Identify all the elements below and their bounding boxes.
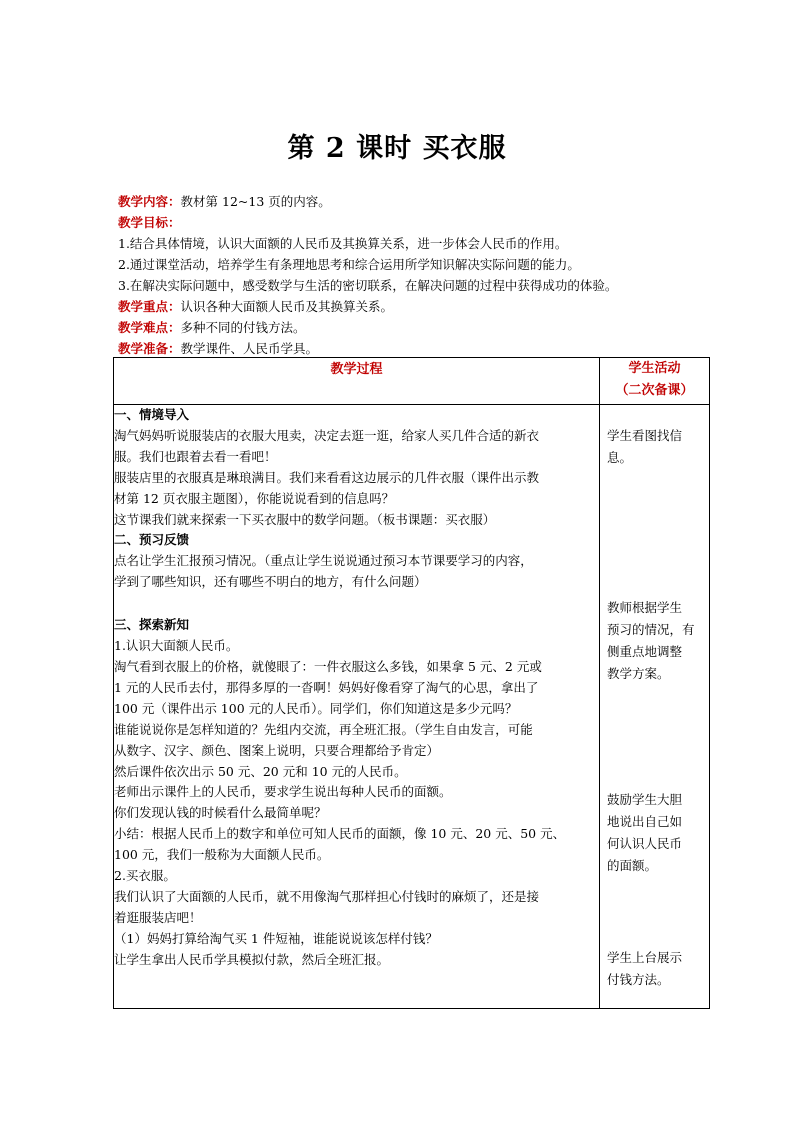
- goal-label: 教学目标：: [118, 215, 181, 230]
- process-line: （1）妈妈打算给淘气买 1 件短袖，谁能说说该怎样付钱？: [114, 930, 438, 946]
- content-label: 教学内容：: [118, 194, 181, 209]
- process-line: 老师出示课件上的人民币，要求学生说出每种人民币的面额。: [114, 784, 452, 800]
- activity-line: 侧重点地调整: [607, 644, 683, 659]
- process-line: 100 元（课件出示 100 元的人民币）。同学们，你们知道这是多少元吗？: [114, 700, 518, 716]
- process-line: 我们认识了大面额的人民币，就不用像淘气那样担心付钱时的麻烦了，还是接: [114, 888, 540, 904]
- process-line: 点名让学生汇报预习情况。（重点让学生说说通过预习本节课要学习的内容，: [114, 553, 533, 569]
- difficult-text: 多种不同的付钱方法。: [180, 320, 306, 335]
- header-process: 教学过程: [114, 358, 600, 405]
- page-title: 第 2 课时 买衣服: [287, 133, 507, 164]
- header-activity-line-1: 学生活动: [628, 361, 681, 376]
- goal-item: 3.在解决实际问题中，感受数学与生活的密切联系，在解决问题的过程中获得成功的体验。: [118, 278, 618, 293]
- process-line: 1 元的人民币去付，那得多厚的一沓啊！妈妈好像看穿了淘气的心思，拿出了: [114, 679, 539, 695]
- process-line: 让学生拿出人民币学具模拟付款，然后全班汇报。: [114, 951, 390, 967]
- prep-label: 教学准备：: [118, 341, 181, 356]
- activity-line: 教师根据学生: [607, 600, 683, 615]
- difficult-row: [118, 317, 718, 338]
- goal-label-row: [118, 212, 718, 233]
- content-row: [118, 191, 718, 212]
- process-line: 然后课件依次出示 50 元、20 元和 10 元的人民币。: [114, 763, 407, 779]
- content-text: 教材第 12~13 页的内容。: [180, 194, 331, 209]
- header-activity: [600, 358, 710, 405]
- activity-note-1: [607, 425, 703, 469]
- activity-note-3: [607, 789, 703, 877]
- lesson-info: [118, 191, 718, 359]
- activity-line: 学生看图找信: [607, 428, 683, 443]
- activity-note-4: [607, 947, 703, 991]
- process-line: 从数字、汉字、颜色、图案上说明，只要合理都给予肯定）: [114, 742, 440, 758]
- activity-line: 的面额。: [607, 858, 658, 873]
- process-line: 着逛服装店吧！: [114, 909, 202, 925]
- process-line: 100 元，我们一般称为大面额人民币。: [114, 847, 330, 863]
- key-label: 教学重点：: [118, 299, 181, 314]
- activity-line: 息。: [607, 450, 633, 465]
- difficult-label: 教学难点：: [118, 320, 181, 335]
- activity-line: 鼓励学生大胆: [607, 792, 683, 807]
- activity-line: 教学方案。: [607, 666, 670, 681]
- activity-line: 何认识人民币: [607, 836, 683, 851]
- process-line: 谁能说说你是怎样知道的？先组内交流，再全班汇报。（学生自由发言，可能: [114, 721, 533, 737]
- process-line: 这节课我们就来探索一下买衣服中的数学问题。（板书课题：买衣服）: [114, 511, 496, 527]
- process-line: 服装店里的衣服真是琳琅满目。我们来看看这边展示的几件衣服（课件出示教: [114, 469, 540, 485]
- table-body-row: [114, 405, 710, 1009]
- header-activity-line-2: （二次备课）: [615, 383, 694, 398]
- prep-row: [118, 338, 718, 359]
- key-text: 认识各种大面额人民币及其换算关系。: [180, 299, 394, 314]
- spacer: [114, 593, 599, 615]
- process-line: 淘气看到衣服上的价格，就傻眼了：一件衣服这么多钱，如果拿 5 元、2 元或: [114, 658, 542, 674]
- process-cell: [114, 405, 600, 1009]
- prep-text: 教学课件、人民币学具。: [180, 341, 319, 356]
- process-line: 1.认识大面额人民币。: [114, 638, 239, 654]
- key-row: [118, 296, 718, 317]
- section-title: 二、预习反馈: [114, 532, 190, 548]
- process-line: 你们发现认钱的时候看什么最简单呢？: [114, 805, 327, 821]
- table-header-row: [114, 358, 710, 405]
- activity-cell: [600, 405, 710, 1009]
- goal-item: 2.通过课堂活动，培养学生有条理地思考和综合运用所学知识解决实际问题的能力。: [118, 257, 580, 272]
- process-line: 材第 12 页衣服主题图），你能说说看到的信息吗？: [114, 490, 395, 506]
- process-line: 学到了哪些知识，还有哪些不明白的地方，有什么问题）: [114, 574, 427, 590]
- lesson-table: [113, 357, 710, 1009]
- process-line: 淘气妈妈听说服装店的衣服大甩卖，决定去逛一逛，给家人买几件合适的新衣: [114, 427, 540, 443]
- section-title: 一、情境导入: [114, 407, 190, 422]
- goal-item: 1.结合具体情境，认识大面额的人民币及其换算关系，进一步体会人民币的作用。: [118, 236, 568, 251]
- activity-line: 预习的情况，有: [607, 622, 695, 637]
- activity-line: 学生上台展示: [607, 950, 683, 965]
- process-line: 2.买衣服。: [114, 868, 176, 884]
- activity-line: 付钱方法。: [607, 972, 670, 987]
- process-line: 服。我们也跟着去看一看吧！: [114, 448, 277, 464]
- process-line: 小结：根据人民币上的数字和单位可知人民币的面额，像 10 元、20 元、50 元、: [114, 826, 566, 842]
- activity-line: 地说出自己如: [607, 814, 683, 829]
- activity-note-2: [607, 597, 703, 685]
- section-title: 三、探索新知: [114, 617, 190, 633]
